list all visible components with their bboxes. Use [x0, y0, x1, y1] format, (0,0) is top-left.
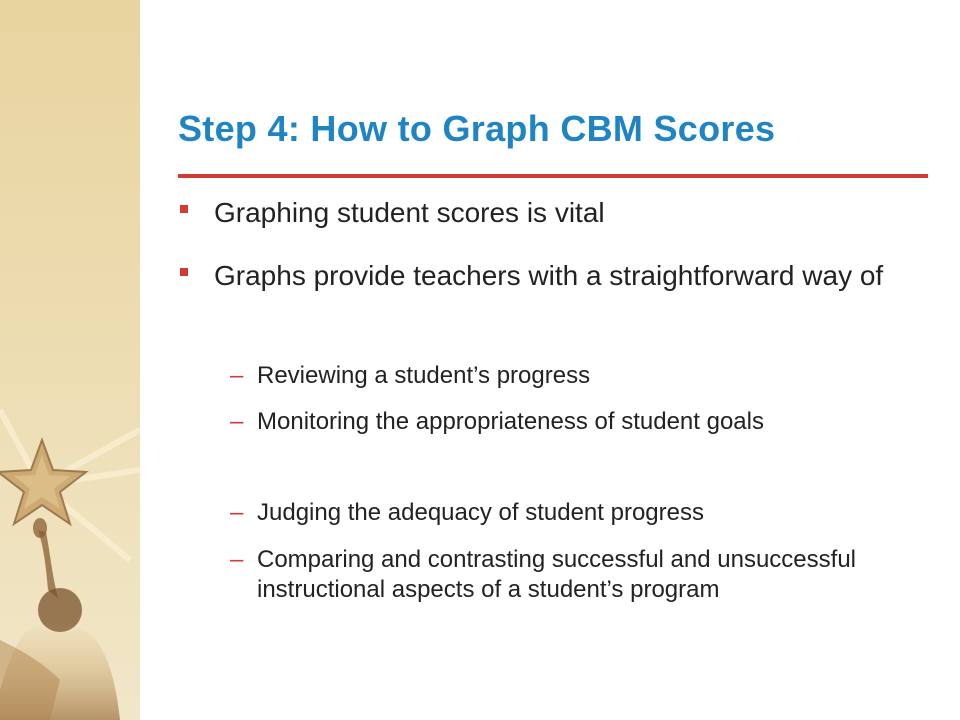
- dash-marker: –: [230, 408, 244, 435]
- slide-title: Step 4: How to Graph CBM Scores: [178, 108, 776, 149]
- dash-marker: –: [230, 362, 244, 389]
- bullet-text: Graphing student scores is vital: [214, 197, 605, 228]
- sub-bullet-text: Monitoring the appropriateness of student goals: [257, 408, 764, 435]
- sub-bullet-item: [230, 361, 890, 391]
- sub-bullet-text: Comparing and contrasting successful and unsuccessful instructional aspects of a student’s program: [257, 546, 856, 603]
- sub-bullet-item: [230, 498, 890, 528]
- bullet-item: [180, 258, 900, 294]
- sub-bullet-text: Judging the adequacy of student progress: [257, 499, 704, 526]
- square-bullet-icon: [180, 205, 188, 213]
- dash-marker: –: [230, 499, 244, 526]
- bullet-text: Graphs provide teachers with a straightforward way of: [214, 260, 884, 291]
- sub-bullet-text: Reviewing a student’s progress: [257, 362, 591, 389]
- dash-marker: –: [230, 546, 244, 573]
- bullet-item: [180, 195, 900, 231]
- square-bullet-icon: [180, 268, 188, 276]
- sub-bullet-item: [230, 545, 890, 605]
- sub-bullet-item: [230, 407, 890, 437]
